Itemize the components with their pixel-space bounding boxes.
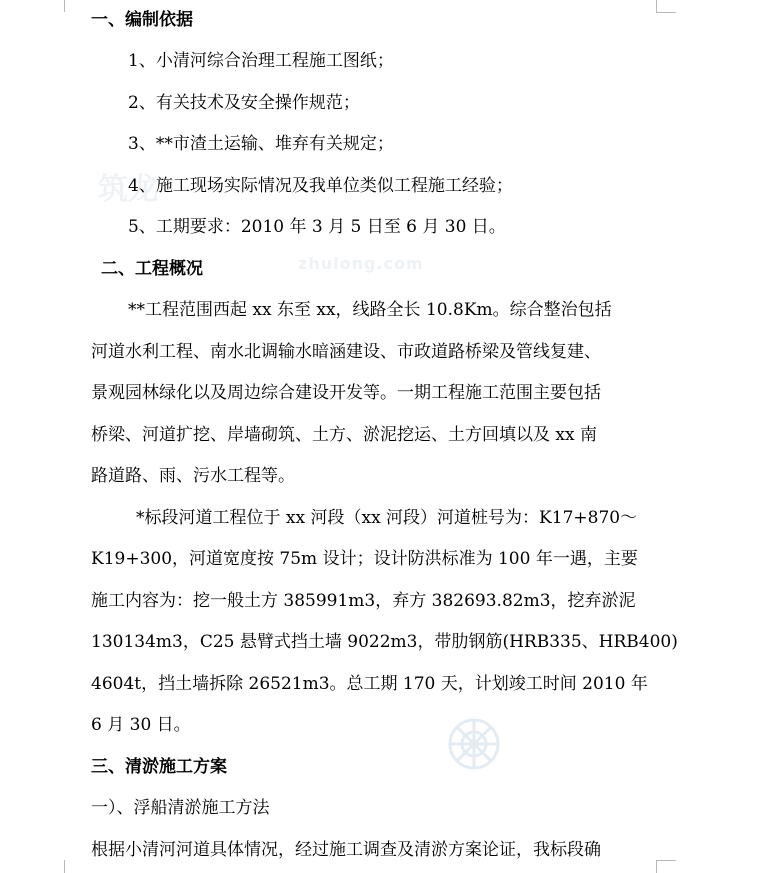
watermark-domain: zhulong.com <box>298 254 424 273</box>
watermark-logo-icon <box>445 715 503 773</box>
overview-paragraph-line: 6 月 30 日。 <box>91 715 191 735</box>
overview-paragraph-line: 130134m3，C25 悬臂式挡土墙 9022m3，带肋钢筋(HRB335、HRB400) <box>91 632 678 652</box>
overview-paragraph-line: 景观园林绿化以及周边综合建设开发等。一期工程施工范围主要包括 <box>91 383 601 403</box>
basis-item: 4、施工现场实际情况及我单位类似工程施工经验； <box>128 176 513 196</box>
section-heading-dredging: 三、清淤施工方案 <box>91 757 227 777</box>
overview-paragraph-line: 施工内容为：挖一般土方 385991m3，弃方 382693.82m3，挖弃淤泥 <box>91 591 636 611</box>
overview-paragraph-line: **工程范围西起 xx 东至 xx，线路全长 10.8Km。综合整治包括 <box>128 300 612 320</box>
basis-item: 1、小清河综合治理工程施工图纸； <box>128 51 394 71</box>
watermark-left: 筑龙 <box>98 172 158 207</box>
section-heading-overview: 二、工程概况 <box>101 259 203 279</box>
crop-mark <box>656 860 676 861</box>
dredging-subheading: 一）、浮船清淤施工方法 <box>91 798 270 818</box>
basis-item: 3、**市渣土运输、堆弃有关规定； <box>128 134 394 154</box>
dredging-paragraph-line: 根据小清河河道具体情况，经过施工调查及清淤方案论证，我标段确 <box>91 840 601 860</box>
basis-item: 5、工期要求：2010 年 3 月 5 日至 6 月 30 日。 <box>128 217 506 237</box>
overview-paragraph-line: 4604t，挡土墙拆除 26521m3。总工期 170 天，计划竣工时间 2010 年 <box>91 674 648 694</box>
crop-mark <box>64 860 65 873</box>
crop-mark <box>656 0 657 12</box>
section-heading-basis: 一、编制依据 <box>91 10 193 30</box>
overview-paragraph-line: K19+300，河道宽度按 75m 设计；设计防洪标准为 100 年一遇，主要 <box>91 549 638 569</box>
crop-mark <box>656 12 676 13</box>
overview-paragraph-line: 河道水利工程、南水北调输水暗涵建设、市政道路桥梁及管线复建、 <box>91 342 601 362</box>
crop-mark <box>64 0 65 12</box>
overview-paragraph-line: 路道路、雨、污水工程等。 <box>91 466 295 486</box>
crop-mark <box>656 860 657 873</box>
overview-paragraph-line: *标段河道工程位于 xx 河段（xx 河段）河道桩号为：K17+870～ <box>136 508 638 528</box>
basis-item: 2、有关技术及安全操作规范； <box>128 93 360 113</box>
overview-paragraph-line: 桥梁、河道扩挖、岸墙砌筑、土方、淤泥挖运、土方回填以及 xx 南 <box>91 425 597 445</box>
